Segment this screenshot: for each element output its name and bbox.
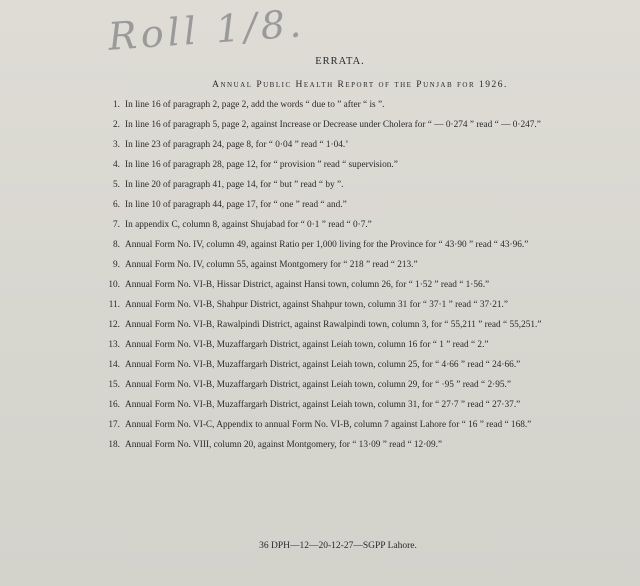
item-text: Annual Form No. VI-B, Muzaffargarh District, against Leiah town, column 25, for “ 4·66 ” read “ 24·66.” (125, 360, 521, 370)
item-text: Annual Form No. VIII, column 20, against Montgomery, for “ 13·09 ” read “ 12·09.” (125, 440, 443, 450)
page-title: ERRATA. (315, 56, 365, 67)
errata-list (86, 99, 606, 459)
item-text: In line 10 of paragraph 44, page 17, for “ one ” read “ and.” (125, 200, 347, 210)
errata-item (86, 439, 606, 452)
errata-item (86, 199, 606, 212)
item-text: In appendix C, column 8, against Shujabad for “ 0·1 ” read “ 0·7.” (125, 220, 372, 230)
item-number: 5. (113, 180, 120, 190)
errata-item (86, 339, 606, 352)
item-text: Annual Form No. VI-B, Muzaffargarh District, against Leiah town, column 29, for “ ·95 ” read “ 2·95.” (125, 380, 511, 390)
errata-item (86, 259, 606, 272)
errata-item (86, 319, 606, 332)
item-number: 1. (113, 100, 120, 110)
errata-item (86, 159, 606, 172)
item-text: Annual Form No. VI-B, Shahpur District, against Shahpur town, column 31 for “ 37·1 ” read “ 37·21.” (125, 300, 508, 310)
item-text: In line 23 of paragraph 24, page 8, for “ 0·04 ” read “ 1·04.’ (125, 140, 349, 150)
errata-item (86, 419, 606, 432)
item-number: 12. (108, 320, 120, 330)
errata-item (86, 299, 606, 312)
item-text: In line 16 of paragraph 2, page 2, add the words “ due to ” after “ is ”. (125, 100, 385, 110)
item-text: Annual Form No. VI-C, Appendix to annual Form No. VI-B, column 7 against Lahore for “ 16 ” read “ 168.” (125, 420, 532, 430)
item-text: In line 20 of paragraph 41, page 14, for “ but ” read “ by ”. (125, 180, 344, 190)
item-number: 6. (113, 200, 120, 210)
item-text: In line 16 of paragraph 5, page 2, against Increase or Decrease under Cholera for “ — 0·274 ” read “ — 0·247.” (125, 120, 541, 130)
handwritten-note: Roll 1/8. (106, 1, 307, 59)
errata-item (86, 379, 606, 392)
item-number: 9. (113, 260, 120, 270)
item-number: 18. (108, 440, 120, 450)
item-number: 10. (108, 280, 120, 290)
errata-item (86, 119, 606, 132)
item-number: 7. (113, 220, 120, 230)
errata-item (86, 99, 606, 112)
page-subtitle: Annual Public Health Report of the Punjab for 1926. (212, 80, 508, 90)
item-text: Annual Form No. VI-B, Hissar District, against Hansi town, column 26, for “ 1·52 ” read “ 1·56.” (125, 280, 490, 290)
item-number: 11. (108, 300, 120, 310)
printer-imprint: 36 DPH—12—20-12-27—SGPP Lahore. (259, 541, 417, 551)
item-number: 17. (108, 420, 120, 430)
item-number: 14. (108, 360, 120, 370)
errata-item (86, 139, 606, 152)
errata-item (86, 279, 606, 292)
item-number: 15. (108, 380, 120, 390)
item-number: 16. (108, 400, 120, 410)
item-text: Annual Form No. VI-B, Rawalpindi District, against Rawalpindi town, column 3, for “ 55,211 ” read “ 55,251.” (125, 320, 542, 330)
item-text: Annual Form No. VI-B, Muzaffargarh District, against Leiah town, column 16 for “ 1 ” read “ 2.” (125, 340, 489, 350)
errata-item (86, 179, 606, 192)
item-number: 8. (113, 240, 120, 250)
item-text: Annual Form No. IV, column 55, against Montgomery for “ 218 ” read “ 213.” (125, 260, 418, 270)
item-text: In line 16 of paragraph 28, page 12, for “ provision ” read “ supervision.” (125, 160, 398, 170)
item-number: 2. (113, 120, 120, 130)
item-text: Annual Form No. IV, column 49, against Ratio per 1,000 living for the Province for “ 43·90 ” read “ 43·96.” (125, 240, 529, 250)
errata-item (86, 239, 606, 252)
errata-item (86, 399, 606, 412)
errata-item (86, 219, 606, 232)
item-number: 13. (108, 340, 120, 350)
errata-item (86, 359, 606, 372)
item-text: Annual Form No. VI-B, Muzaffargarh District, against Leiah town, column 31, for “ 27·7 ” read “ 27·37.” (125, 400, 521, 410)
item-number: 4. (113, 160, 120, 170)
item-number: 3. (113, 140, 120, 150)
